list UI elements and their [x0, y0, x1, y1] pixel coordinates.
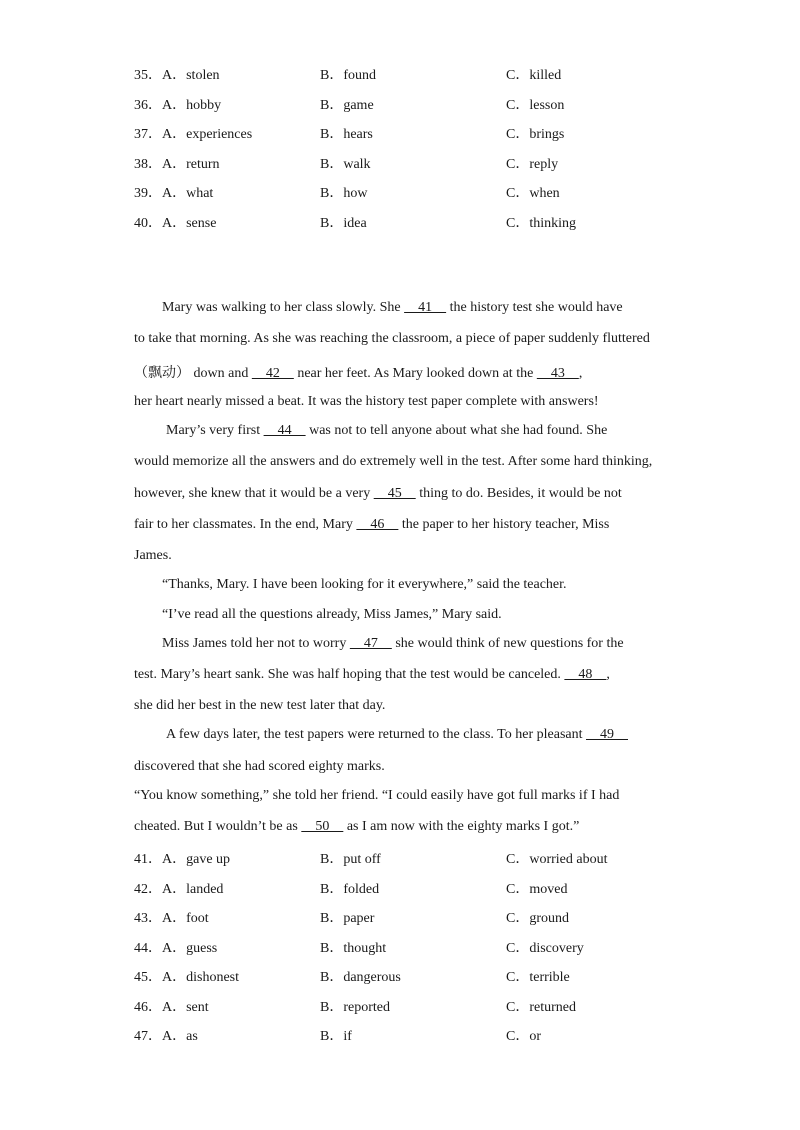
passage-text: cheated. But I wouldn’t be as: [134, 819, 302, 834]
passage-text: fair to her classmates. In the end, Mary: [134, 517, 357, 532]
blank-41: 41: [404, 300, 447, 315]
option-a: 42．A．landed: [134, 882, 224, 897]
option-b: B．folded: [320, 882, 380, 897]
passage-line: [166, 727, 628, 743]
passage-line: [134, 486, 622, 502]
passage-line: [134, 667, 610, 683]
option-row-47: [134, 1025, 694, 1045]
option-c: C．worried about: [506, 852, 608, 867]
blank-42: 42: [251, 366, 294, 381]
option-b: B．dangerous: [320, 970, 401, 985]
option-b: B．thought: [320, 941, 387, 956]
option-c: C．or: [506, 1029, 541, 1044]
passage-line: [166, 423, 607, 439]
passage-text: Mary was walking to her class slowly. She: [162, 300, 405, 315]
option-row-43: [134, 907, 694, 927]
passage-text: as I am now with the eighty marks I got.”: [343, 819, 580, 834]
passage-line: would memorize all the answers and do extremely well in the test. After some hard thinking,: [134, 454, 653, 469]
option-row-40: [134, 212, 694, 232]
option-b: B．if: [320, 1029, 352, 1044]
passage-line: she did her best in the new test later that day.: [134, 698, 386, 713]
passage-line: [162, 300, 623, 316]
blank-46: 46: [356, 517, 399, 532]
option-b: B．put off: [320, 852, 381, 867]
passage-line: discovered that she had scored eighty marks.: [134, 759, 385, 774]
passage-line: [134, 819, 579, 835]
option-b: B．game: [320, 98, 374, 113]
option-row-41: [134, 848, 694, 868]
option-a: 38．A．return: [134, 157, 220, 172]
option-a: 37．A．experiences: [134, 127, 253, 142]
option-b: B．how: [320, 186, 368, 201]
passage-line: her heart nearly missed a beat. It was the history test paper complete with answers!: [134, 394, 599, 409]
passage-text: test. Mary’s heart sank. She was half hoping that the test would be canceled.: [134, 667, 565, 682]
option-row-45: [134, 966, 694, 986]
option-c: C．thinking: [506, 216, 577, 231]
passage-line: to take that morning. As she was reaching the classroom, a piece of paper suddenly fluttered: [134, 331, 650, 346]
blank-50: 50: [301, 819, 344, 834]
option-b: B．paper: [320, 911, 375, 926]
passage-text: ,: [578, 366, 583, 381]
option-c: C．moved: [506, 882, 568, 897]
passage-text: Mary’s very first: [166, 423, 264, 438]
option-row-38: [134, 153, 694, 173]
option-c: C．reply: [506, 157, 559, 172]
option-row-44: [134, 937, 694, 957]
option-row-42: [134, 878, 694, 898]
option-a: 46．A．sent: [134, 1000, 209, 1015]
option-a: 41．A．gave up: [134, 852, 231, 867]
blank-49: 49: [586, 727, 628, 742]
blank-47: 47: [349, 636, 392, 651]
passage-line: [162, 636, 624, 652]
passage-line: James.: [134, 548, 172, 563]
option-a: 35．A．stolen: [134, 68, 220, 83]
option-c: C．brings: [506, 127, 565, 142]
option-c: C．ground: [506, 911, 569, 926]
passage-text: ,: [606, 667, 610, 682]
option-b: B．walk: [320, 157, 371, 172]
passage-text: was not to tell anyone about what she had found. She: [305, 423, 608, 438]
option-row-46: [134, 996, 694, 1016]
option-row-39: [134, 182, 694, 202]
option-row-36: [134, 94, 694, 114]
passage-text: however, she knew that it would be a very: [134, 486, 374, 501]
passage-line: “Thanks, Mary. I have been looking for it everywhere,” said the teacher.: [162, 577, 567, 592]
passage-text: A few days later, the test papers were returned to the class. To her pleasant: [166, 727, 586, 742]
option-a: 40．A．sense: [134, 216, 217, 231]
passage-line: [134, 517, 609, 533]
option-a: 45．A．dishonest: [134, 970, 239, 985]
option-a: 47．A．as: [134, 1029, 198, 1044]
blank-45: 45: [373, 486, 416, 501]
option-a: 36．A．hobby: [134, 98, 222, 113]
option-row-37: [134, 123, 694, 143]
option-a: 43．A．foot: [134, 911, 209, 926]
blank-44: 44: [263, 423, 306, 438]
passage-text: the history test she would have: [446, 300, 623, 315]
passage-text: Miss James told her not to worry: [162, 636, 350, 651]
option-b: B．found: [320, 68, 376, 83]
blank-48: 48: [564, 667, 607, 682]
blank-43: 43: [536, 366, 579, 381]
passage-line: “You know something,” she told her friend. “I could easily have got full marks if I had: [134, 788, 620, 803]
option-b: B．hears: [320, 127, 373, 142]
option-c: C．returned: [506, 1000, 576, 1015]
passage-text: near her feet. As Mary looked down at the: [293, 366, 537, 381]
passage-line: “I’ve read all the questions already, Miss James,” Mary said.: [162, 607, 502, 622]
passage-text: （飘动） down and: [134, 366, 252, 381]
option-b: B．reported: [320, 1000, 390, 1015]
passage-text: the paper to her history teacher, Miss: [398, 517, 610, 532]
option-c: C．when: [506, 186, 560, 201]
option-a: 44．A．guess: [134, 941, 218, 956]
passage-text: she would think of new questions for the: [391, 636, 624, 651]
passage-line: [134, 362, 582, 382]
option-c: C．terrible: [506, 970, 570, 985]
passage-text: thing to do. Besides, it would be not: [415, 486, 622, 501]
option-c: C．discovery: [506, 941, 584, 956]
option-c: C．lesson: [506, 98, 565, 113]
option-row-35: [134, 64, 694, 84]
option-c: C．killed: [506, 68, 562, 83]
option-b: B．idea: [320, 216, 367, 231]
option-a: 39．A．what: [134, 186, 214, 201]
